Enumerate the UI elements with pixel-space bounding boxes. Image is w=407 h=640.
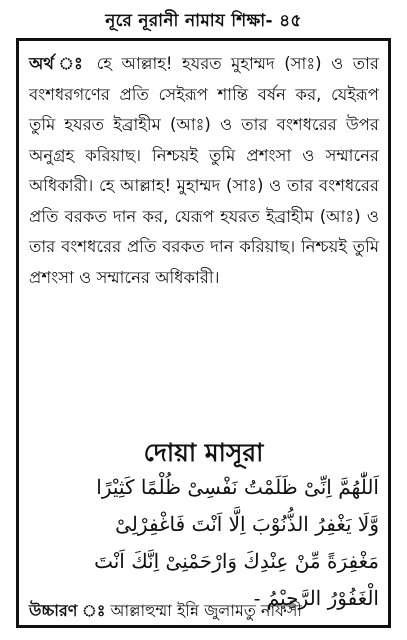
pronunciation-label: উচ্চারণ ঃ (29, 601, 106, 620)
translation-text: হে আল্লাহ! হযরত মুহাম্মদ (সাঃ) ও তার বংশধরগণের প্রতি সেইরূপ শান্তি বর্ষন কর, যেইরূপ তুমি হযরত ইব্রাহীম (আঃ) ও তার বংশধরের উপর অনুগ্রহ করিয়াছ। নিশ্চয়ই তুমি প্রশংসা ও সম্মানের অধিকারী। হে আল্লাহ! মুহাম্মদ (সাঃ) ও তার বংশধরের প্রতি বরকত দান কর, যেরূপ হযরত ইব্রাহীম (আঃ) ও তার বংশধরের প্রতি বরকত দান করিয়াছ। নিশ্চয়ই তুমি প্রশংসা ও সম্মানের অধিকারী। (29, 54, 379, 287)
arabic-line: وَّلَا يَغْفِرُ الذُّنُوْبَ اِلَّا اَنْتَ فَاغْفِرْلِىْ (115, 512, 379, 536)
arabic-line: الْغَفُوْرُ الرَّحِيْمُ - (253, 586, 379, 610)
translation-label: অর্থ ঃ (29, 54, 88, 73)
page-header: নূরে নূরানী নামায শিক্ষা- ৪৫ (105, 11, 302, 31)
pronunciation-text: আল্লাহুম্মা ইন্নি জুলামতু নাফসী (110, 601, 302, 620)
arabic-line: اَللّٰهُمَّ اِنِّىْ ظَلَمْتُ نَفْسِىْ ظُلْمًا كَثِيْرًا (96, 475, 379, 499)
arabic-dua (29, 469, 379, 617)
arabic-line: مَغْفِرَةً مِّنْ عِنْدِكَ وَارْحَمْنِىْ اِنَّكَ اَنْتَ (94, 549, 379, 573)
section-title: দোয়া মাসূরা (143, 438, 264, 467)
pronunciation-line (29, 599, 379, 623)
content-frame (16, 38, 391, 628)
translation-paragraph (29, 49, 379, 293)
